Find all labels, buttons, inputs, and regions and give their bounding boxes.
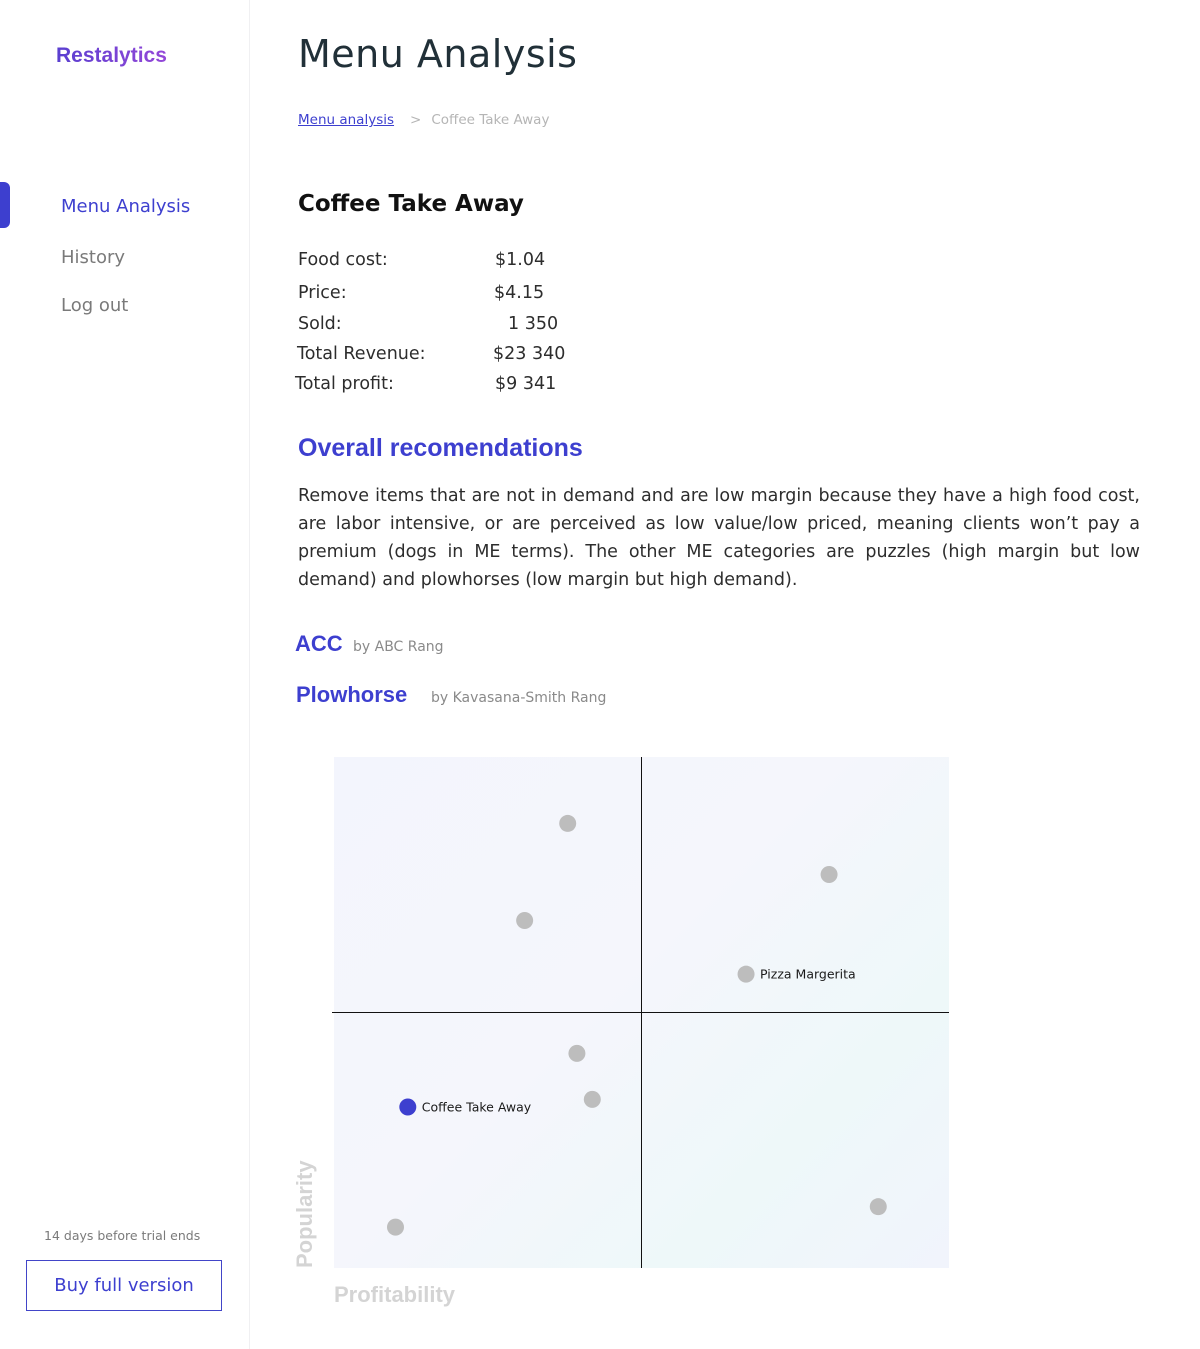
stat-label-price: Price: xyxy=(298,283,347,303)
ks-rank-method: by Kavasana-Smith Rang xyxy=(431,690,607,706)
data-point[interactable] xyxy=(559,815,576,832)
stat-value-price: $4.15 xyxy=(494,283,545,303)
data-point[interactable] xyxy=(568,1045,585,1062)
trial-note: 14 days before trial ends xyxy=(44,1228,201,1243)
breadcrumb-current: Coffee Take Away xyxy=(431,112,550,128)
data-point[interactable] xyxy=(870,1198,887,1215)
data-point[interactable] xyxy=(738,966,755,983)
buy-full-version-button[interactable]: Buy full version xyxy=(26,1260,222,1311)
sidebar-item-log-out[interactable]: Log out xyxy=(61,295,129,316)
stat-label-food-cost: Food cost: xyxy=(298,250,388,270)
data-point[interactable] xyxy=(387,1219,404,1236)
stat-label-total-revenue: Total Revenue: xyxy=(297,344,426,364)
menu-engineering-matrix xyxy=(334,757,949,1268)
stat-value-total-profit: $9 341 xyxy=(495,374,557,394)
recommendations-title: Overall recomendations xyxy=(298,434,583,462)
x-axis-label: Profitability xyxy=(334,1282,456,1307)
data-point[interactable] xyxy=(516,912,533,929)
highlighted-data-point[interactable] xyxy=(399,1099,416,1116)
stat-value-food-cost: $1.04 xyxy=(495,250,546,270)
y-axis-label: Popularity xyxy=(292,1160,317,1268)
stat-value-sold: 1 350 xyxy=(508,314,559,334)
active-nav-indicator xyxy=(0,182,10,228)
breadcrumb xyxy=(298,112,549,128)
data-point[interactable] xyxy=(821,866,838,883)
sidebar-item-history[interactable]: History xyxy=(61,247,126,268)
recommendations-text: Remove items that are not in demand and are low margin because they have a high food cost, are labor intensive, or are perceived as low value/low priced, meaning clients won’t pay a premium (dogs in ME terms). The other ME categories are puzzles (high margin but low demand) and plowhorses (low margin but high demand). xyxy=(298,486,1140,590)
ks-rank-value: Plowhorse xyxy=(296,682,408,707)
abc-rank-method: by ABC Rang xyxy=(353,639,444,655)
data-point[interactable] xyxy=(584,1091,601,1108)
matrix-plot xyxy=(334,757,949,1268)
page-title: Menu Analysis xyxy=(298,32,578,76)
breadcrumb-separator: > xyxy=(410,112,422,128)
data-point-label: Pizza Margerita xyxy=(760,966,856,982)
item-title: Coffee Take Away xyxy=(298,191,524,217)
stat-label-sold: Sold: xyxy=(298,314,342,334)
data-point-label: Coffee Take Away xyxy=(421,1099,532,1115)
points-layer xyxy=(387,815,887,1236)
stat-value-total-revenue: $23 340 xyxy=(493,344,566,364)
sidebar xyxy=(0,0,250,1349)
breadcrumb-link-menu-analysis[interactable]: Menu analysis xyxy=(298,112,395,128)
abc-rank-value: ACC xyxy=(295,631,343,656)
sidebar-item-menu-analysis[interactable]: Menu Analysis xyxy=(61,196,191,217)
stat-label-total-profit: Total profit: xyxy=(295,374,394,394)
brand-logo[interactable]: Restalytics xyxy=(56,44,167,67)
